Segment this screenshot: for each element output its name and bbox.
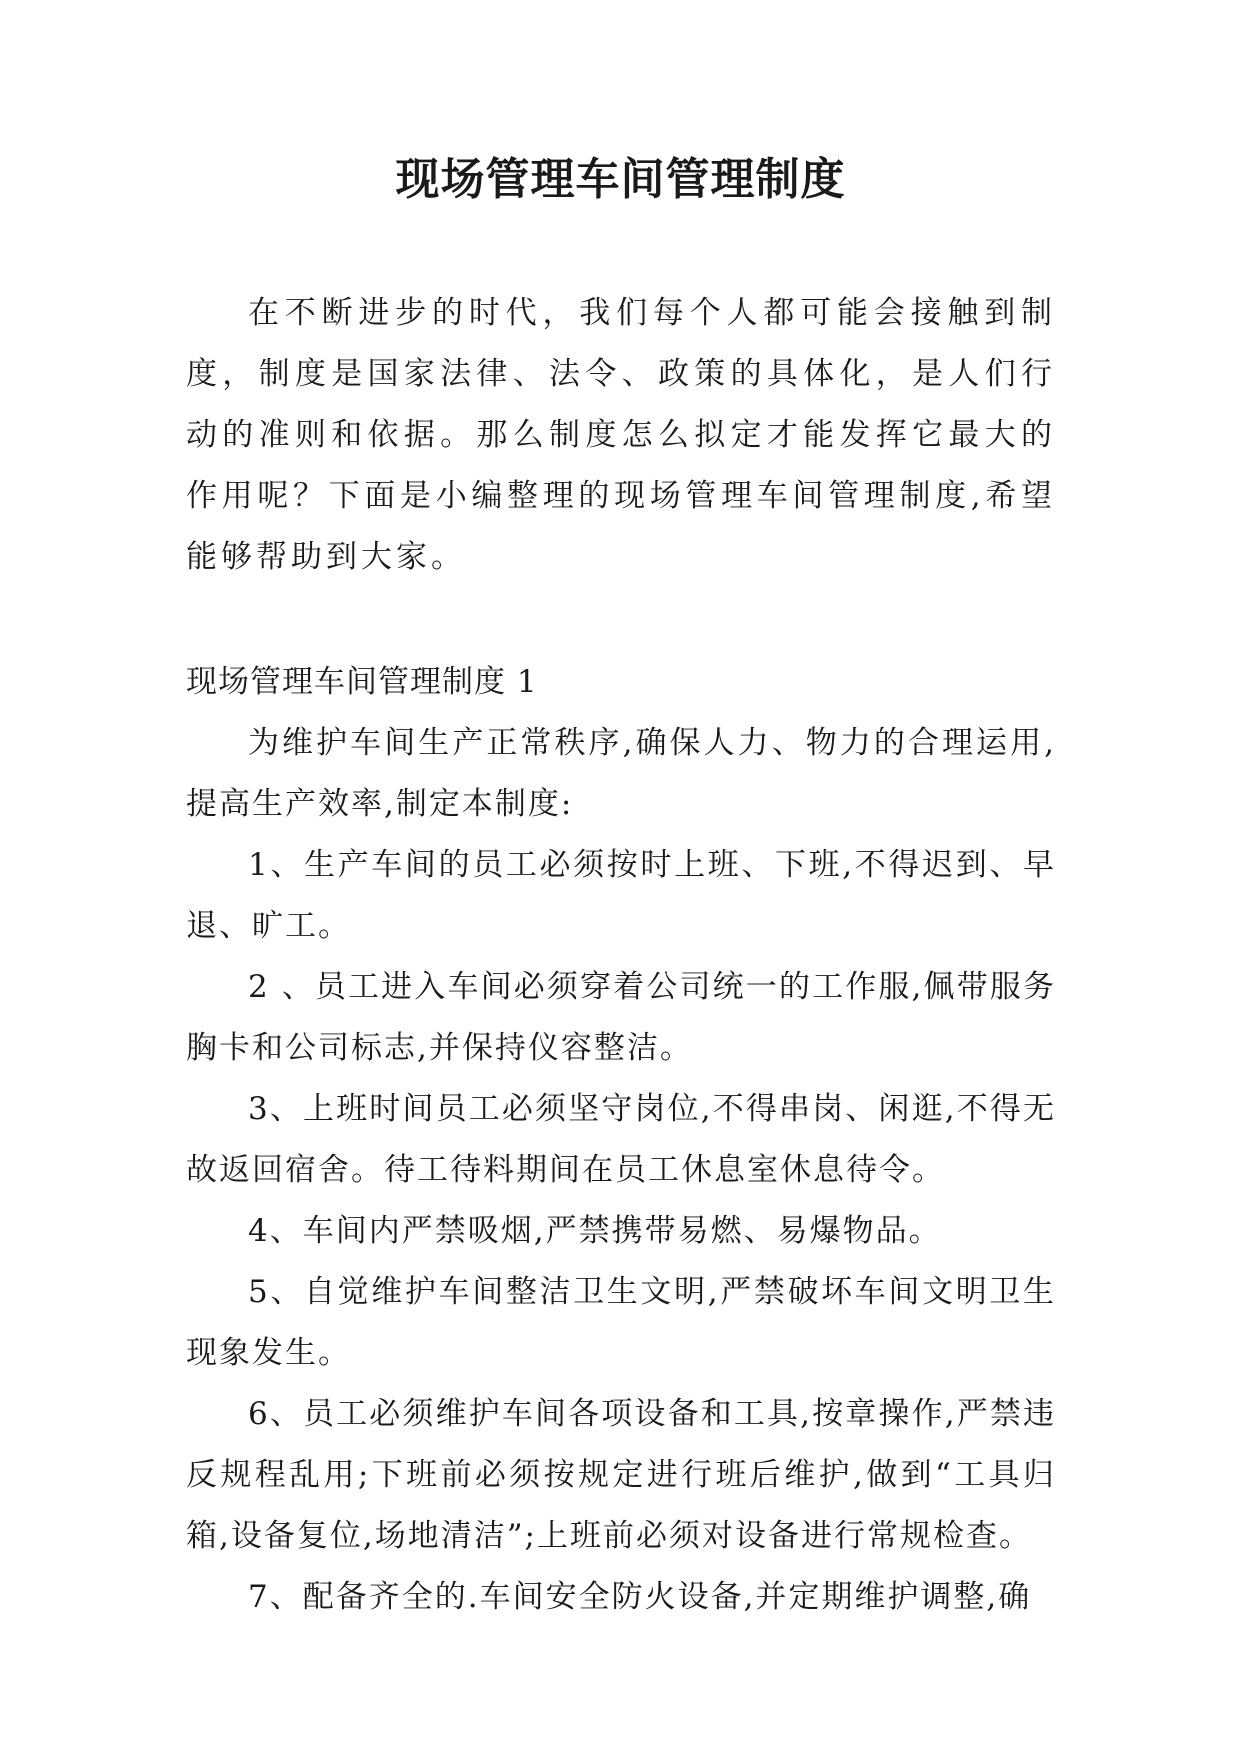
document-body [186, 283, 1056, 1628]
paragraph-rule-2: 2 、员工进入车间必须穿着公司统一的工作服,佩带服务胸卡和公司标志,并保持仪容整洁。 [186, 969, 1056, 1066]
paragraph-purpose: 为维护车间生产正常秩序,确保人力、物力的合理运用,提高生产效率,制定本制度: [186, 725, 1056, 822]
paragraph-rule-1: 1、生产车间的员工必须按时上班、下班,不得迟到、早退、旷工。 [186, 847, 1056, 944]
paragraph-rule-7: 7、配备齐全的.车间安全防火设备,并定期维护调整,确 [248, 1579, 1032, 1615]
intro-paragraph: 在不断进步的时代，我们每个人都可能会接触到制度，制度是国家法律、法令、政策的具体化，是人们行动的准则和依据。那么制度怎么拟定才能发挥它最大的作用呢？下面是小编整理的现场管理车间管理制度,希望能够帮助到大家。 [186, 295, 1056, 575]
page-title: 现场管理车间管理制度 [395, 154, 846, 205]
paragraph-rule-6: 6、员工必须维护车间各项设备和工具,按章操作,严禁违反规程乱用;下班前必须按规定进行班后维护,做到“工具归箱,设备复位,场地清洁”;上班前必须对设备进行常规检查。 [186, 1396, 1056, 1554]
paragraph-rule-5: 5、自觉维护车间整洁卫生文明,严禁破坏车间文明卫生现象发生。 [186, 1274, 1056, 1371]
section-title: 现场管理车间管理制度 1 [186, 664, 538, 700]
paragraph-rule-3: 3、上班时间员工必须坚守岗位,不得串岗、闲逛,不得无故返回宿舍。待工待料期间在员工休息室休息待令。 [186, 1091, 1056, 1188]
paragraph-rule-4: 4、车间内严禁吸烟,严禁携带易燃、易爆物品。 [248, 1213, 942, 1249]
